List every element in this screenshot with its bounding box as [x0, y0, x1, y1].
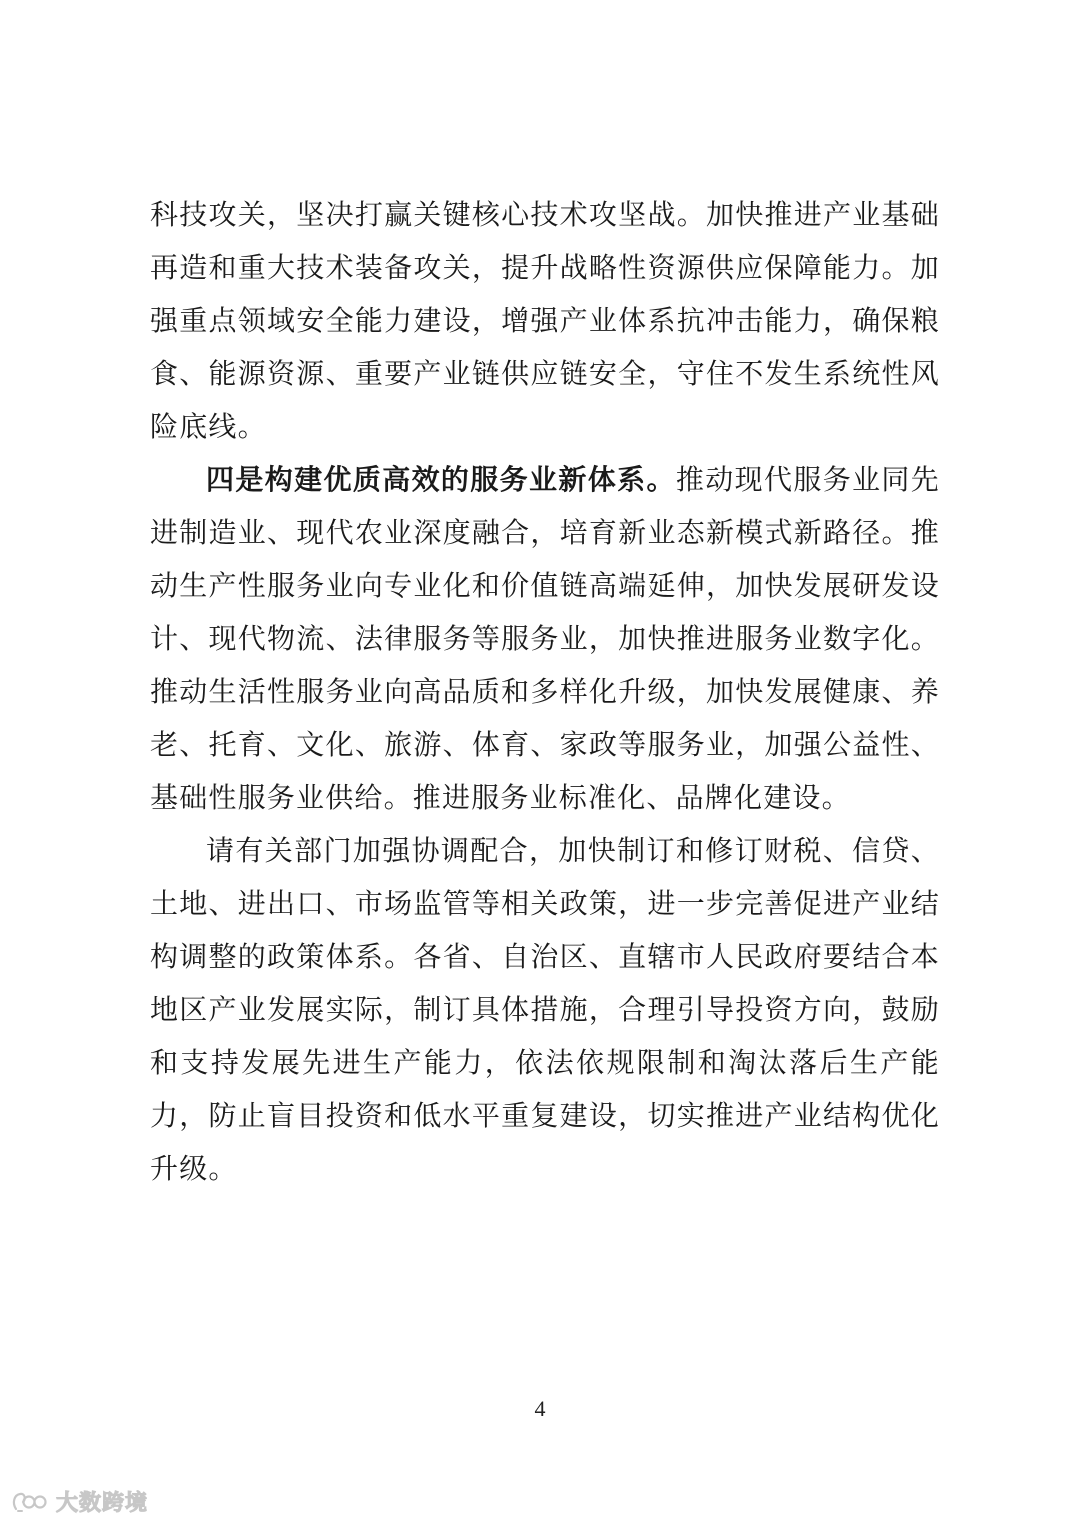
paragraph-text: 科技攻关，坚决打赢关键核心技术攻坚战。加快推进产业基础再造和重大技术装备攻关，提升战略性资源供应保障能力。加强重点领域安全能力建设，增强产业体系抗冲击能力，确保粮食、能源资源、重要产业链供应链安全，守住不发生系统性风险底线。 [150, 198, 940, 443]
paragraph-continuation [150, 188, 940, 453]
paragraph-policy-request [150, 824, 940, 1195]
paragraph-lead-heading: 四是构建优质高效的服务业新体系。 [206, 463, 676, 496]
paragraph-service-system [150, 453, 940, 824]
watermark [10, 1486, 148, 1517]
tanwan-logo-icon [10, 1489, 50, 1515]
paragraph-text: 推动现代服务业同先进制造业、现代农业深度融合，培育新业态新模式新路径。推动生产性服务业向专业化和价值链高端延伸，加快发展研发设计、现代物流、法律服务等服务业，加快推进服务业数字化。推动生活性服务业向高品质和多样化升级，加快发展健康、养老、托育、文化、旅游、体育、家政等服务业，加强公益性、基础性服务业供给。推进服务业标准化、品牌化建设。 [150, 463, 940, 814]
page-number: 4 [534, 1396, 546, 1421]
paragraph-text: 请有关部门加强协调配合，加快制订和修订财税、信贷、土地、进出口、市场监管等相关政策，进一步完善促进产业结构调整的政策体系。各省、自治区、直辖市人民政府要结合本地区产业发展实际，制订具体措施，合理引导投资方向，鼓励和支持发展先进生产能力，依法依规限制和淘汰落后生产能力，防止盲目投资和低水平重复建设，切实推进产业结构优化升级。 [150, 834, 940, 1185]
watermark-text: 大数跨境 [56, 1491, 149, 1516]
document-body [150, 188, 940, 1195]
